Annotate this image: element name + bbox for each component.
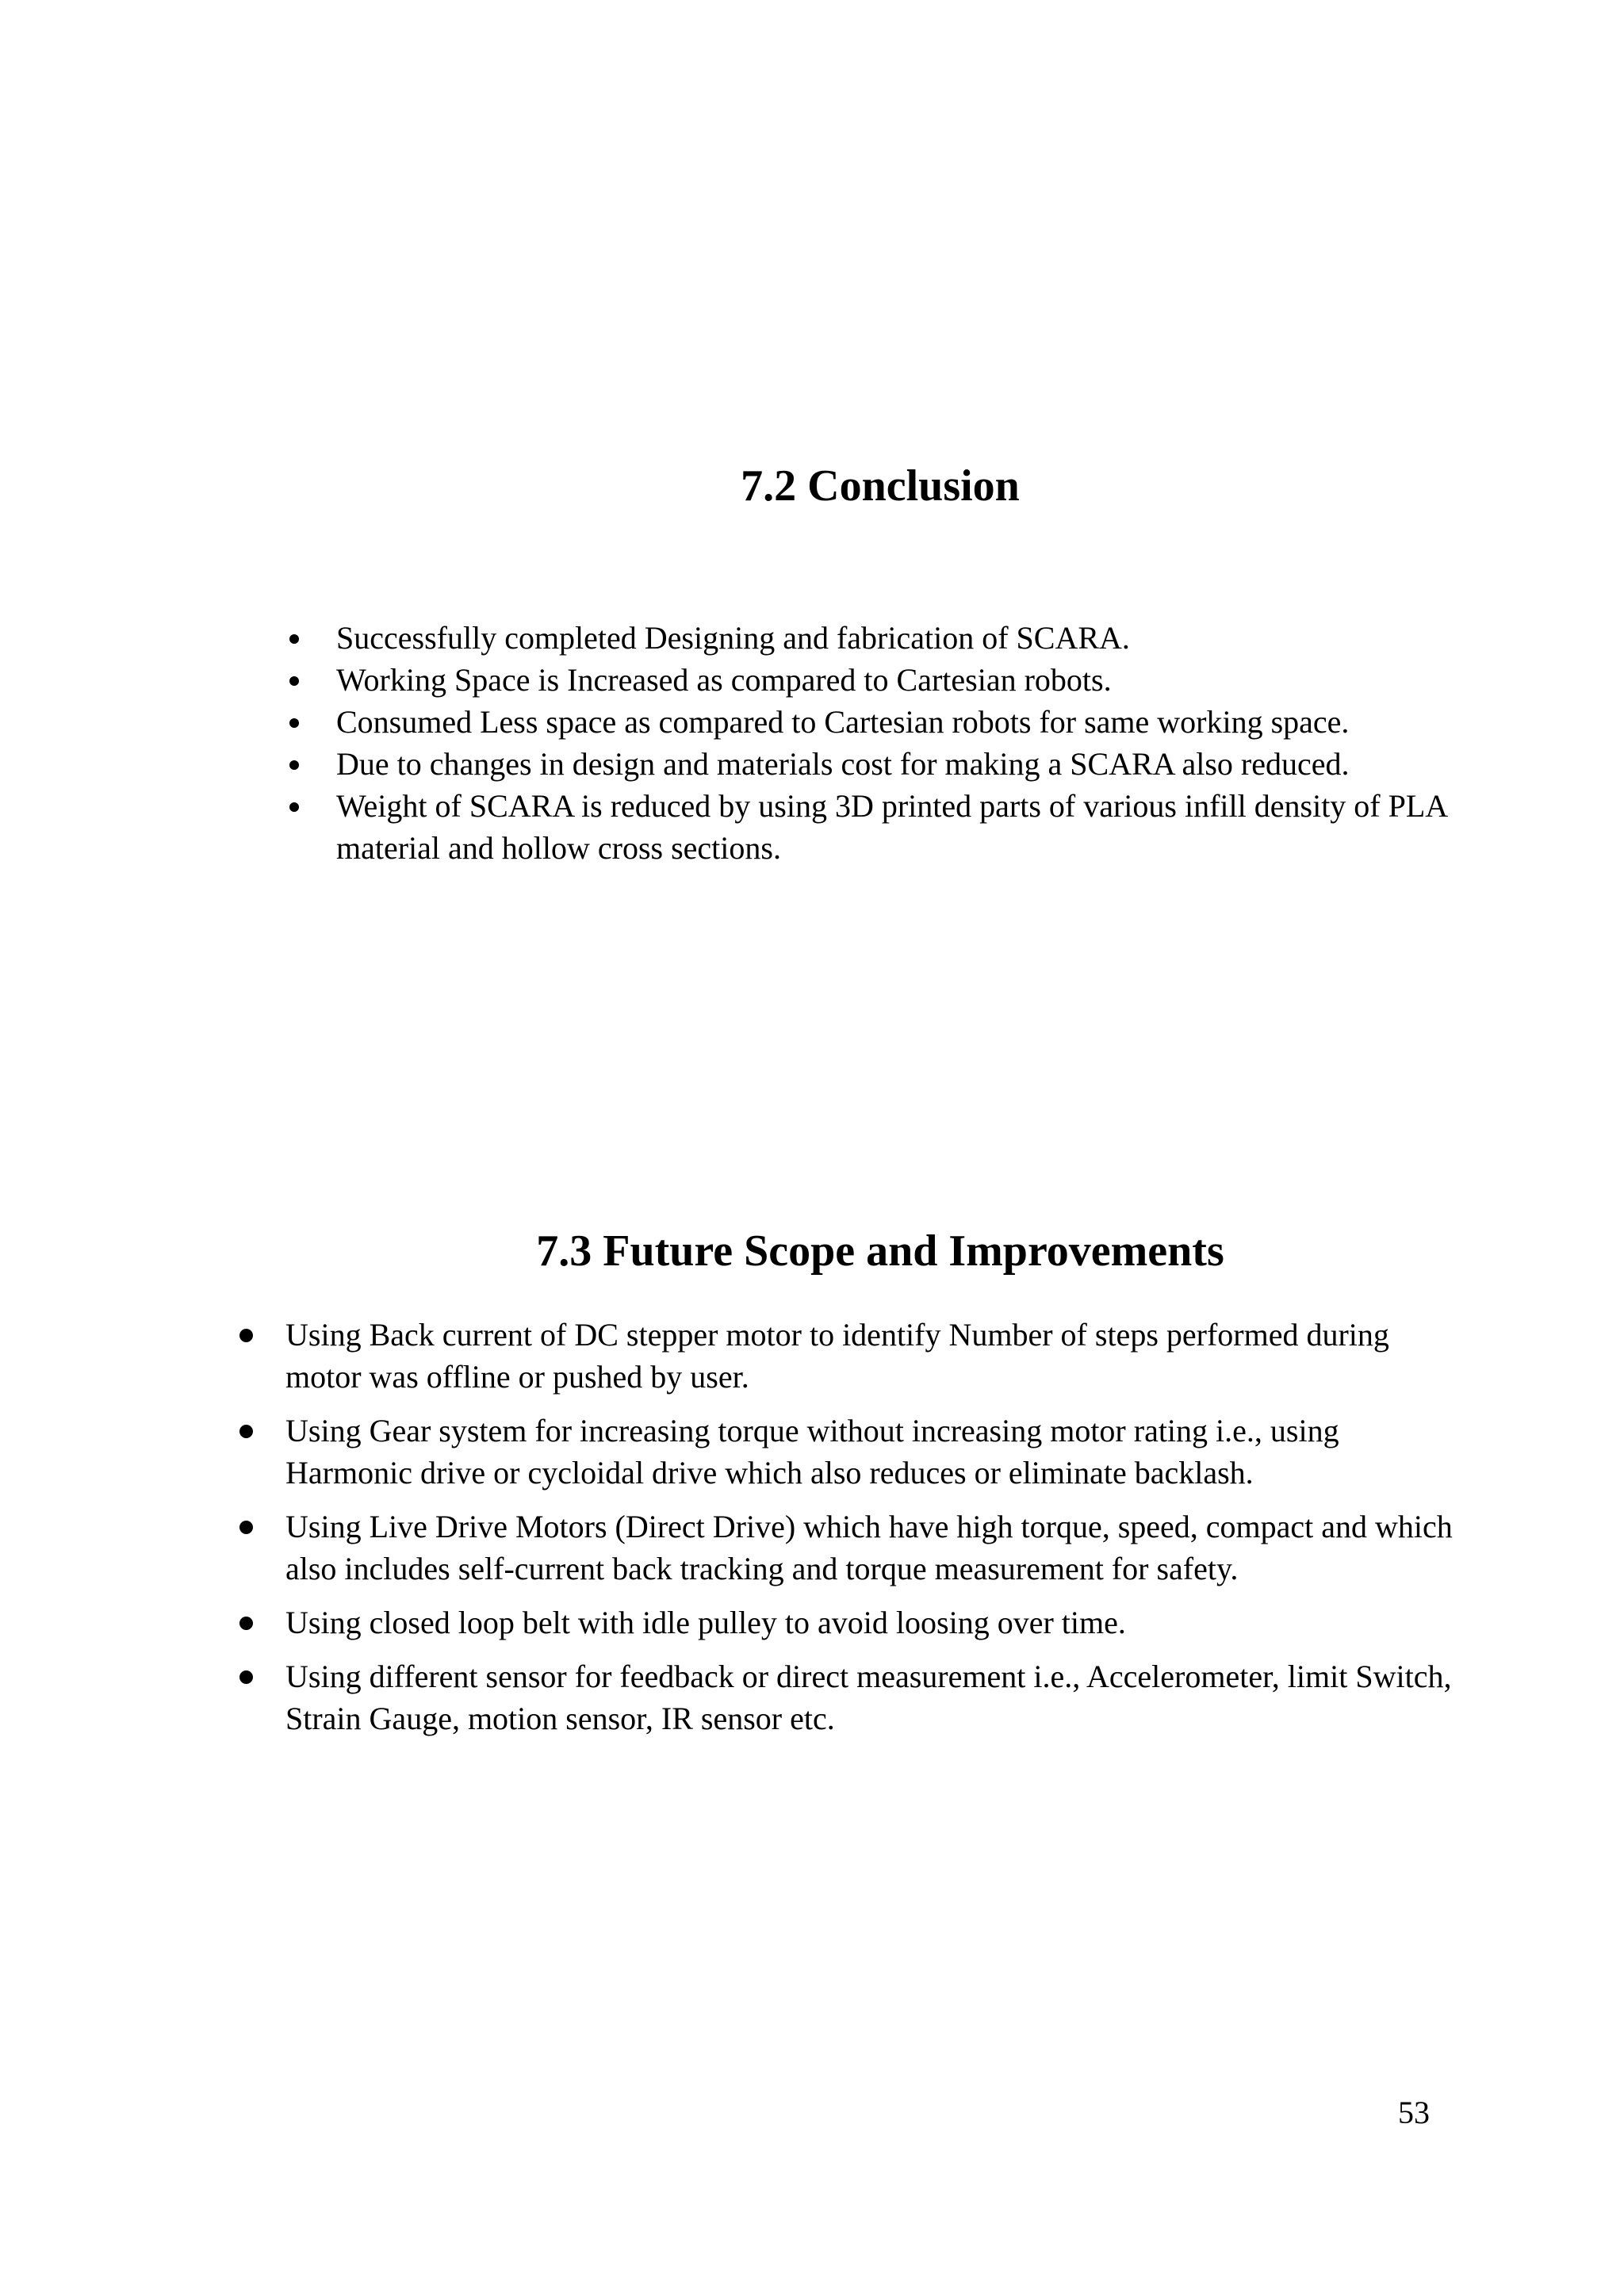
bullet-icon bbox=[239, 1521, 253, 1534]
list-item-text: Using Back current of DC stepper motor to identify Number of steps performed during motor was offline or pushed by user. bbox=[285, 1317, 1389, 1395]
list-item-text: Using different sensor for feedback or direct measurement i.e., Accelerometer, limit Switch, Strain Gauge, motion sensor, IR sensor etc. bbox=[285, 1659, 1452, 1736]
bullet-icon bbox=[289, 676, 299, 686]
list-item bbox=[287, 659, 1477, 701]
list-item bbox=[236, 1314, 1457, 1398]
bullet-icon bbox=[289, 760, 299, 770]
list-item-text: Using Live Drive Motors (Direct Drive) which have high torque, speed, compact and which also includes self-current back tracking and torque measurement for safety. bbox=[285, 1509, 1453, 1586]
bullet-icon bbox=[289, 634, 299, 644]
section-heading-future-scope: 7.3 Future Scope and Improvements bbox=[536, 1226, 1224, 1276]
list-item bbox=[236, 1601, 1457, 1644]
bullet-icon bbox=[289, 718, 299, 728]
list-item bbox=[236, 1506, 1457, 1590]
list-item-text: Working Space is Increased as compared to Cartesian robots. bbox=[336, 662, 1112, 698]
list-item bbox=[287, 701, 1477, 743]
section-heading-conclusion: 7.2 Conclusion bbox=[741, 461, 1020, 511]
list-item bbox=[287, 617, 1477, 659]
list-item bbox=[287, 743, 1477, 785]
list-item bbox=[236, 1655, 1457, 1739]
list-item-text: Due to changes in design and materials cost for making a SCARA also reduced. bbox=[336, 746, 1350, 782]
bullet-icon bbox=[289, 802, 299, 812]
page-number: 53 bbox=[1398, 2095, 1430, 2130]
conclusion-bullet-list bbox=[287, 617, 1477, 869]
future-scope-bullet-list bbox=[236, 1314, 1457, 1751]
list-item-text: Using Gear system for increasing torque without increasing motor rating i.e., using Harmonic drive or cycloidal drive which also reduces or eliminate backlash. bbox=[285, 1413, 1339, 1490]
bullet-icon bbox=[239, 1670, 253, 1684]
list-item-text: Weight of SCARA is reduced by using 3D printed parts of various infill density of PLA material and hollow cross sections. bbox=[336, 788, 1446, 866]
list-item-text: Using closed loop belt with idle pulley to avoid loosing over time. bbox=[285, 1605, 1126, 1640]
list-item bbox=[287, 785, 1477, 869]
list-item-text: Consumed Less space as compared to Cartesian robots for same working space. bbox=[336, 704, 1350, 740]
list-item-text: Successfully completed Designing and fabrication of SCARA. bbox=[336, 620, 1130, 656]
list-item bbox=[236, 1410, 1457, 1494]
bullet-icon bbox=[239, 1329, 253, 1342]
bullet-icon bbox=[239, 1425, 253, 1438]
bullet-icon bbox=[239, 1617, 253, 1630]
